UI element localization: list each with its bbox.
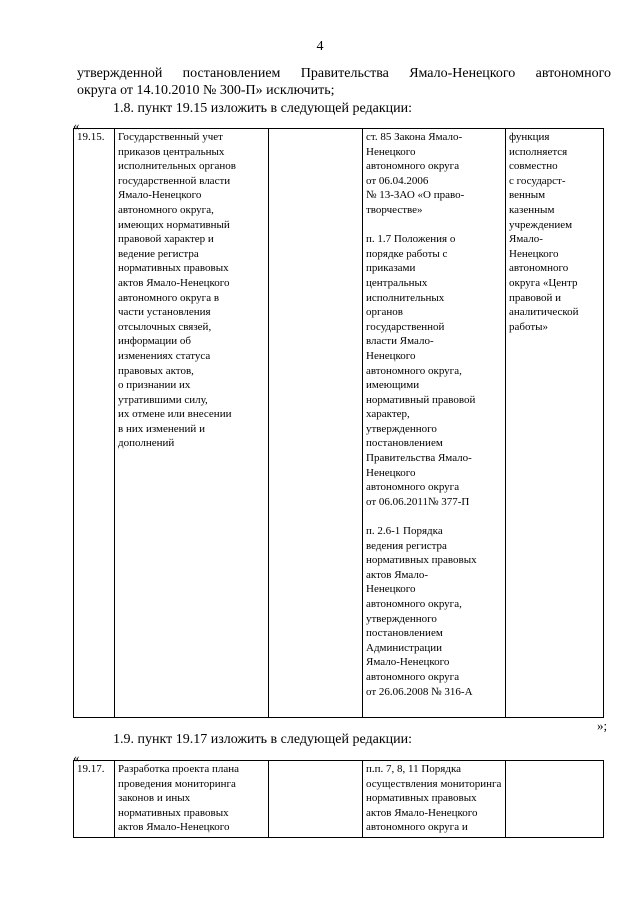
intro-line-1: утвержденной постановлением Правительства Ямало-Ненецкого автономного [77,66,611,81]
cell-line: ст. 85 Закона Ямало- [366,131,463,143]
cell-line: правовой характер и [118,233,214,246]
cell-line: актов Ямало-Ненецкого [118,821,230,834]
cell-line: с государст- [509,174,566,187]
cell-line: от 26.06.2008 № 316-А [366,685,473,698]
cell-line: Ямало-Ненецкого [118,189,202,202]
cell-line: дополнений [118,437,175,450]
cell-line: нормативных правовых [366,554,477,567]
cell-line: актов Ямало- [366,568,429,581]
cell-line: нормативных правовых [118,262,229,275]
item-1-8-open-quote: « [73,118,80,133]
cell-line: власти Ямало- [366,335,434,348]
cell-line: информации об [118,335,192,348]
cell-line: органов [366,306,403,319]
cell-line: актов Ямало-Ненецкого [366,806,478,819]
cell-line: государственной власти [118,174,231,187]
cell-line: п. 2.6-1 Порядка [366,525,443,538]
cell-line: утвержденного [366,612,437,625]
cell-line: Государственный учет [118,131,223,143]
cell-line: проведения мониторинга [118,777,236,790]
cell-line: имеющими [366,379,420,392]
cell-line: утратившими силу, [118,393,208,406]
cell-line: № 13-ЗАО «О право- [366,189,465,202]
cell-line: постановлением [366,437,443,450]
cell-line: казенным [509,203,555,216]
cell-line: Ненецкого [366,466,416,479]
cell-line: автономного округа, [366,598,462,610]
cell-line [366,218,502,233]
cell-line: округа «Центр [509,276,578,289]
cell-line: нормативных правовых [366,792,477,805]
cell-line: автономного округа в [118,291,220,304]
row-legal-basis [363,129,506,718]
cell-line: части установления [118,306,211,319]
cell-line: законов и иных [118,792,191,805]
cell-line: исполнительных органов [118,160,236,173]
cell-line: Разработка проекта плана [118,763,239,775]
cell-line: Ненецкого [509,247,559,260]
item-1-8-heading: 1.8. пункт 19.15 изложить в следующей редакции: [113,101,412,116]
cell-line: автономного округа [366,160,460,173]
item-1-9-open-quote: « [73,750,80,765]
cell-line: актов Ямало-Ненецкого [118,276,230,289]
table-19-17 [73,760,604,838]
cell-line: постановлением [366,627,443,640]
cell-line: изменениях статуса [118,349,211,362]
cell-line: имеющих нормативный [118,218,230,231]
page-number: 4 [316,39,324,54]
intro-line-2: округа от 14.10.2010 № 300-П» исключить; [77,83,335,98]
cell-line: приказами [366,262,416,275]
cell-line: правовой и [509,291,562,304]
cell-line: творчестве» [366,203,423,216]
cell-line: совместно [509,160,558,173]
cell-line: правовых актов, [118,364,194,377]
cell-line: автономного округа [366,670,460,683]
row-description [115,129,269,718]
cell-line: центральных [366,276,428,289]
cell-line: порядке работы с [366,247,448,260]
table-row [74,761,604,838]
cell-line: приказов центральных [118,145,225,158]
cell-line: учреждением [509,218,573,231]
cell-line: от 06.04.2006 [366,174,429,187]
cell-line: Ямало- [509,233,543,246]
cell-line: их отмене или внесении [118,408,232,421]
item-1-9-heading: 1.9. пункт 19.17 изложить в следующей редакции: [113,732,412,747]
row-empty-cell [269,761,363,838]
row-legal-basis [363,761,506,838]
cell-line: ведения регистра [366,539,447,552]
cell-line: Ямало-Ненецкого [366,656,450,669]
cell-line: Правительства Ямало- [366,452,472,465]
row-number: 19.15. [74,129,115,718]
cell-line: венным [509,189,546,202]
cell-line: характер, [366,408,410,421]
cell-line [366,509,502,524]
cell-line: государственной [366,320,445,333]
cell-line: п.п. 7, 8, 11 Порядка [366,763,462,775]
table-19-15 [73,128,604,718]
cell-line: Ненецкого [366,583,416,596]
cell-line: ведение регистра [118,247,199,260]
cell-line: Администрации [366,641,443,654]
cell-line: автономного округа и [366,821,468,834]
cell-line: в них изменений и [118,422,205,435]
cell-line: работы» [509,320,549,333]
item-1-8-close-quote: »; [597,718,608,733]
row-description [115,761,269,838]
cell-line: о признании их [118,379,191,392]
table-row [74,129,604,718]
cell-line: автономного округа [366,481,460,494]
cell-line: аналитической [509,306,579,319]
row-number: 19.17. [74,761,115,838]
row-note [506,129,604,718]
cell-line: Ненецкого [366,349,416,362]
cell-line: нормативных правовых [118,806,229,819]
cell-line: исполняется [509,145,568,158]
cell-line: осуществления мониторинга [366,777,502,790]
cell-line: функция [509,131,550,143]
cell-line: Ненецкого [366,145,416,158]
cell-line: от 06.06.2011№ 377-П [366,495,470,508]
cell-line: автономного округа, [118,203,214,216]
row-empty-cell [269,129,363,718]
cell-line: исполнительных [366,291,445,304]
cell-line: автономного [509,262,569,275]
cell-line: п. 1.7 Положения о [366,233,456,246]
row-empty-cell [506,761,604,838]
cell-line: автономного округа, [366,364,462,377]
cell-line: нормативный правовой [366,393,476,406]
cell-line: утвержденного [366,422,437,435]
cell-line: отсылочных связей, [118,320,212,333]
